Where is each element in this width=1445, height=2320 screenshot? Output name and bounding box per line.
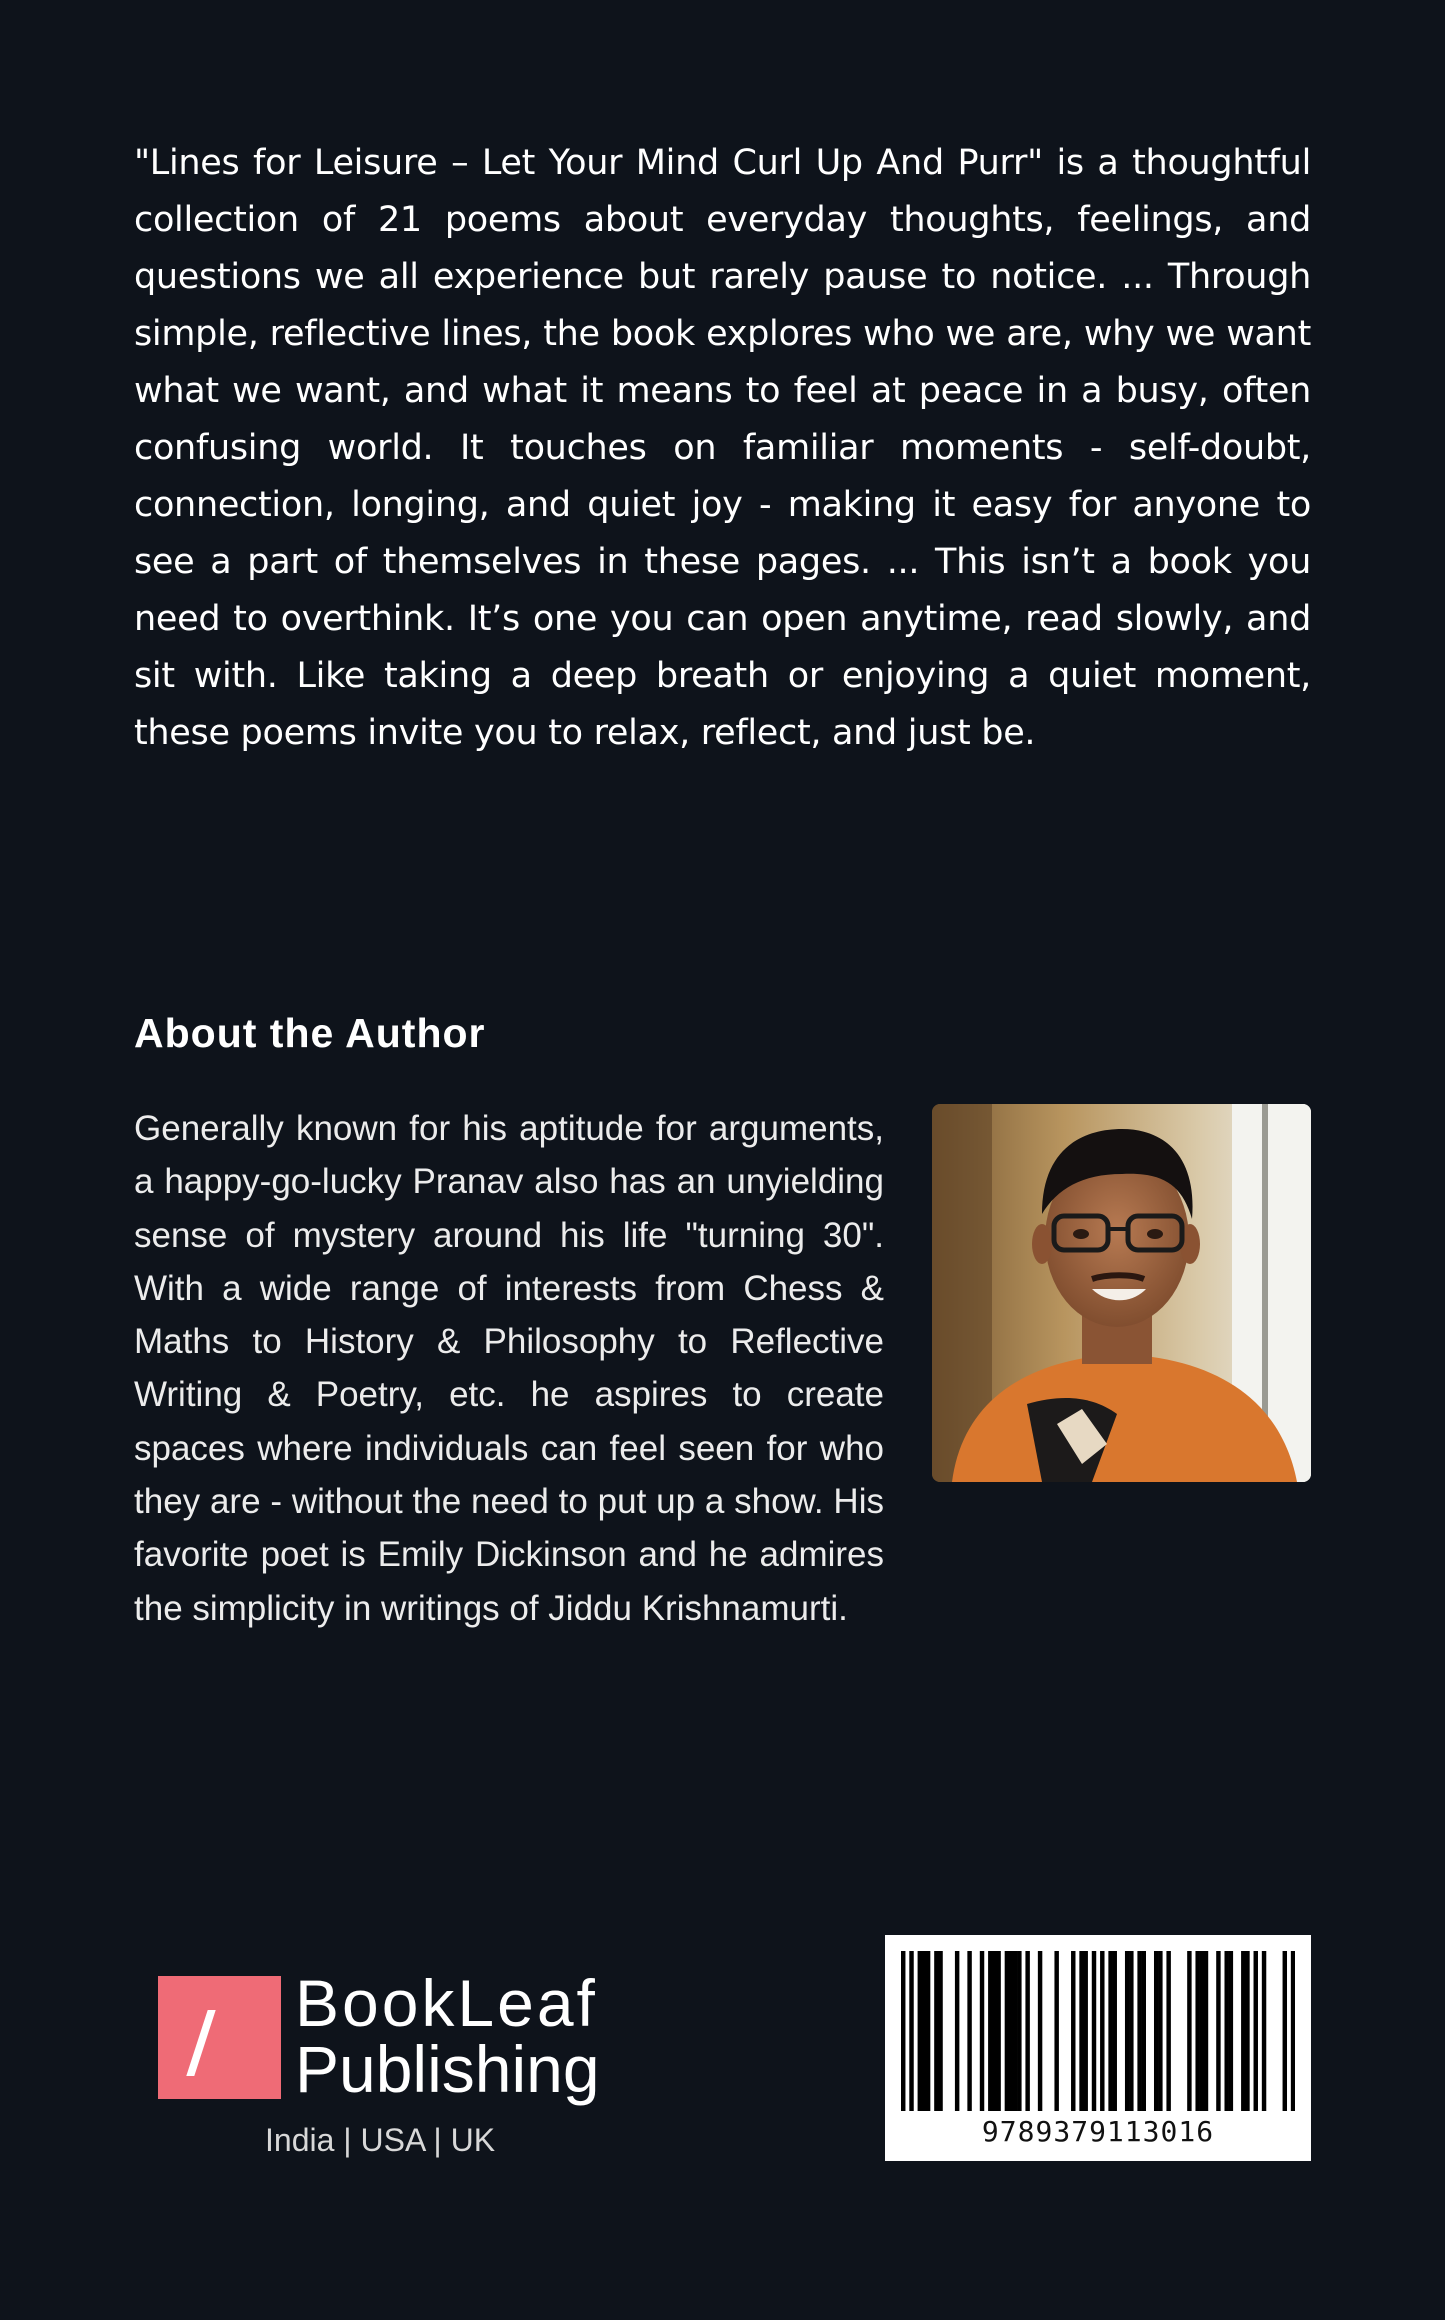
- isbn-barcode: [885, 1935, 1311, 2161]
- barcode-bar: [909, 1951, 913, 2111]
- barcode-bar: [1241, 1951, 1245, 2111]
- barcode-bar: [996, 1951, 1000, 2111]
- book-blurb: "Lines for Leisure – Let Your Mind Curl Up And Purr" is a thoughtful collection of 21 poems about everyday thoughts, feelings, and questions we all experience but rarely pause to notice. ... Through simple, reflective lines, the book explores who we are, why we want what we want, and what it means to feel at peace in a busy, often confusing world. It touches on familiar moments - self-doubt, connection, longing, and quiet joy - making it easy for anyone to see a part of themselves in these pages. ... This isn’t a book you need to overthink. It’s one you can open anytime, read slowly, and sit with. Like taking a deep breath or enjoying a quiet moment, these poems invite you to relax, reflect, and just be.: [134, 143, 1311, 753]
- publisher-logo: [158, 1966, 618, 2170]
- barcode-bar: [1158, 1951, 1162, 2111]
- barcode-bar: [1017, 1951, 1021, 2111]
- publisher-name-line1: BookLeaf: [295, 1966, 598, 2040]
- barcode-bar: [1229, 1951, 1233, 2111]
- publisher-name-line2: Publishing: [295, 2032, 600, 2106]
- barcode-bars: [901, 1951, 1295, 2111]
- barcode-bar: [1108, 1951, 1112, 2111]
- barcode-bar: [1245, 1951, 1249, 2111]
- barcode-bar: [1100, 1951, 1104, 2111]
- barcode-bar: [1005, 1951, 1009, 2111]
- about-author-heading: About the Author: [134, 1010, 486, 1056]
- publisher-regions: India | USA | UK: [265, 2122, 496, 2158]
- barcode-bar: [922, 1951, 926, 2111]
- barcode-bar: [1137, 1951, 1141, 2111]
- barcode-bar: [1187, 1951, 1191, 2111]
- author-bio: Generally known for his aptitude for arguments, a happy-go-lucky Pranav also has an unyielding sense of mystery around his life "turning 30". With a wide range of interests from Chess & Maths to History & Philosophy to Reflective Writing & Poetry, etc. he aspires to create spaces where individuals can feel seen for who they are - without the need to put up a show. His favorite poet is Emily Dickinson and he admires the simplicity in writings of Jiddu Krishnamurti.: [134, 1109, 884, 1628]
- barcode-bar: [1283, 1951, 1287, 2111]
- barcode-bar: [967, 1951, 971, 2111]
- barcode-bar: [1009, 1951, 1013, 2111]
- barcode-bar: [1216, 1951, 1220, 2111]
- barcode-bar: [1195, 1951, 1199, 2111]
- barcode-bar: [1092, 1951, 1096, 2111]
- barcode-bar: [1154, 1951, 1158, 2111]
- barcode-bar: [918, 1951, 922, 2111]
- barcode-bar: [934, 1951, 938, 2111]
- barcode-bar: [1054, 1951, 1058, 2111]
- barcode-bar: [1166, 1951, 1170, 2111]
- isbn-number: 9789379113016: [981, 2115, 1215, 2148]
- barcode-bar: [988, 1951, 992, 2111]
- barcode-bar: [992, 1951, 996, 2111]
- barcode-bar: [1071, 1951, 1075, 2111]
- barcode-bar: [1142, 1951, 1146, 2111]
- barcode-bar: [980, 1951, 984, 2111]
- barcode-bar: [1254, 1951, 1258, 2111]
- barcode-bar: [1200, 1951, 1204, 2111]
- barcode-bar: [1291, 1951, 1295, 2111]
- barcode-bar: [955, 1951, 959, 2111]
- logo-slash-icon: [186, 2010, 215, 2076]
- barcode-bar: [1129, 1951, 1133, 2111]
- barcode-bar: [1025, 1951, 1029, 2111]
- barcode-bar: [1079, 1951, 1083, 2111]
- author-photo: [932, 1104, 1311, 1482]
- barcode-bar: [1083, 1951, 1087, 2111]
- logo-square-icon: [158, 1976, 281, 2099]
- barcode-bar: [1113, 1951, 1117, 2111]
- barcode-bar: [1038, 1951, 1042, 2111]
- barcode-bar: [901, 1951, 905, 2111]
- barcode-bar: [1013, 1951, 1017, 2111]
- barcode-bar: [926, 1951, 930, 2111]
- barcode-bar: [1125, 1951, 1129, 2111]
- barcode-bar: [1262, 1951, 1266, 2111]
- barcode-bar: [938, 1951, 942, 2111]
- barcode-bar: [1204, 1951, 1208, 2111]
- barcode-bar: [1224, 1951, 1228, 2111]
